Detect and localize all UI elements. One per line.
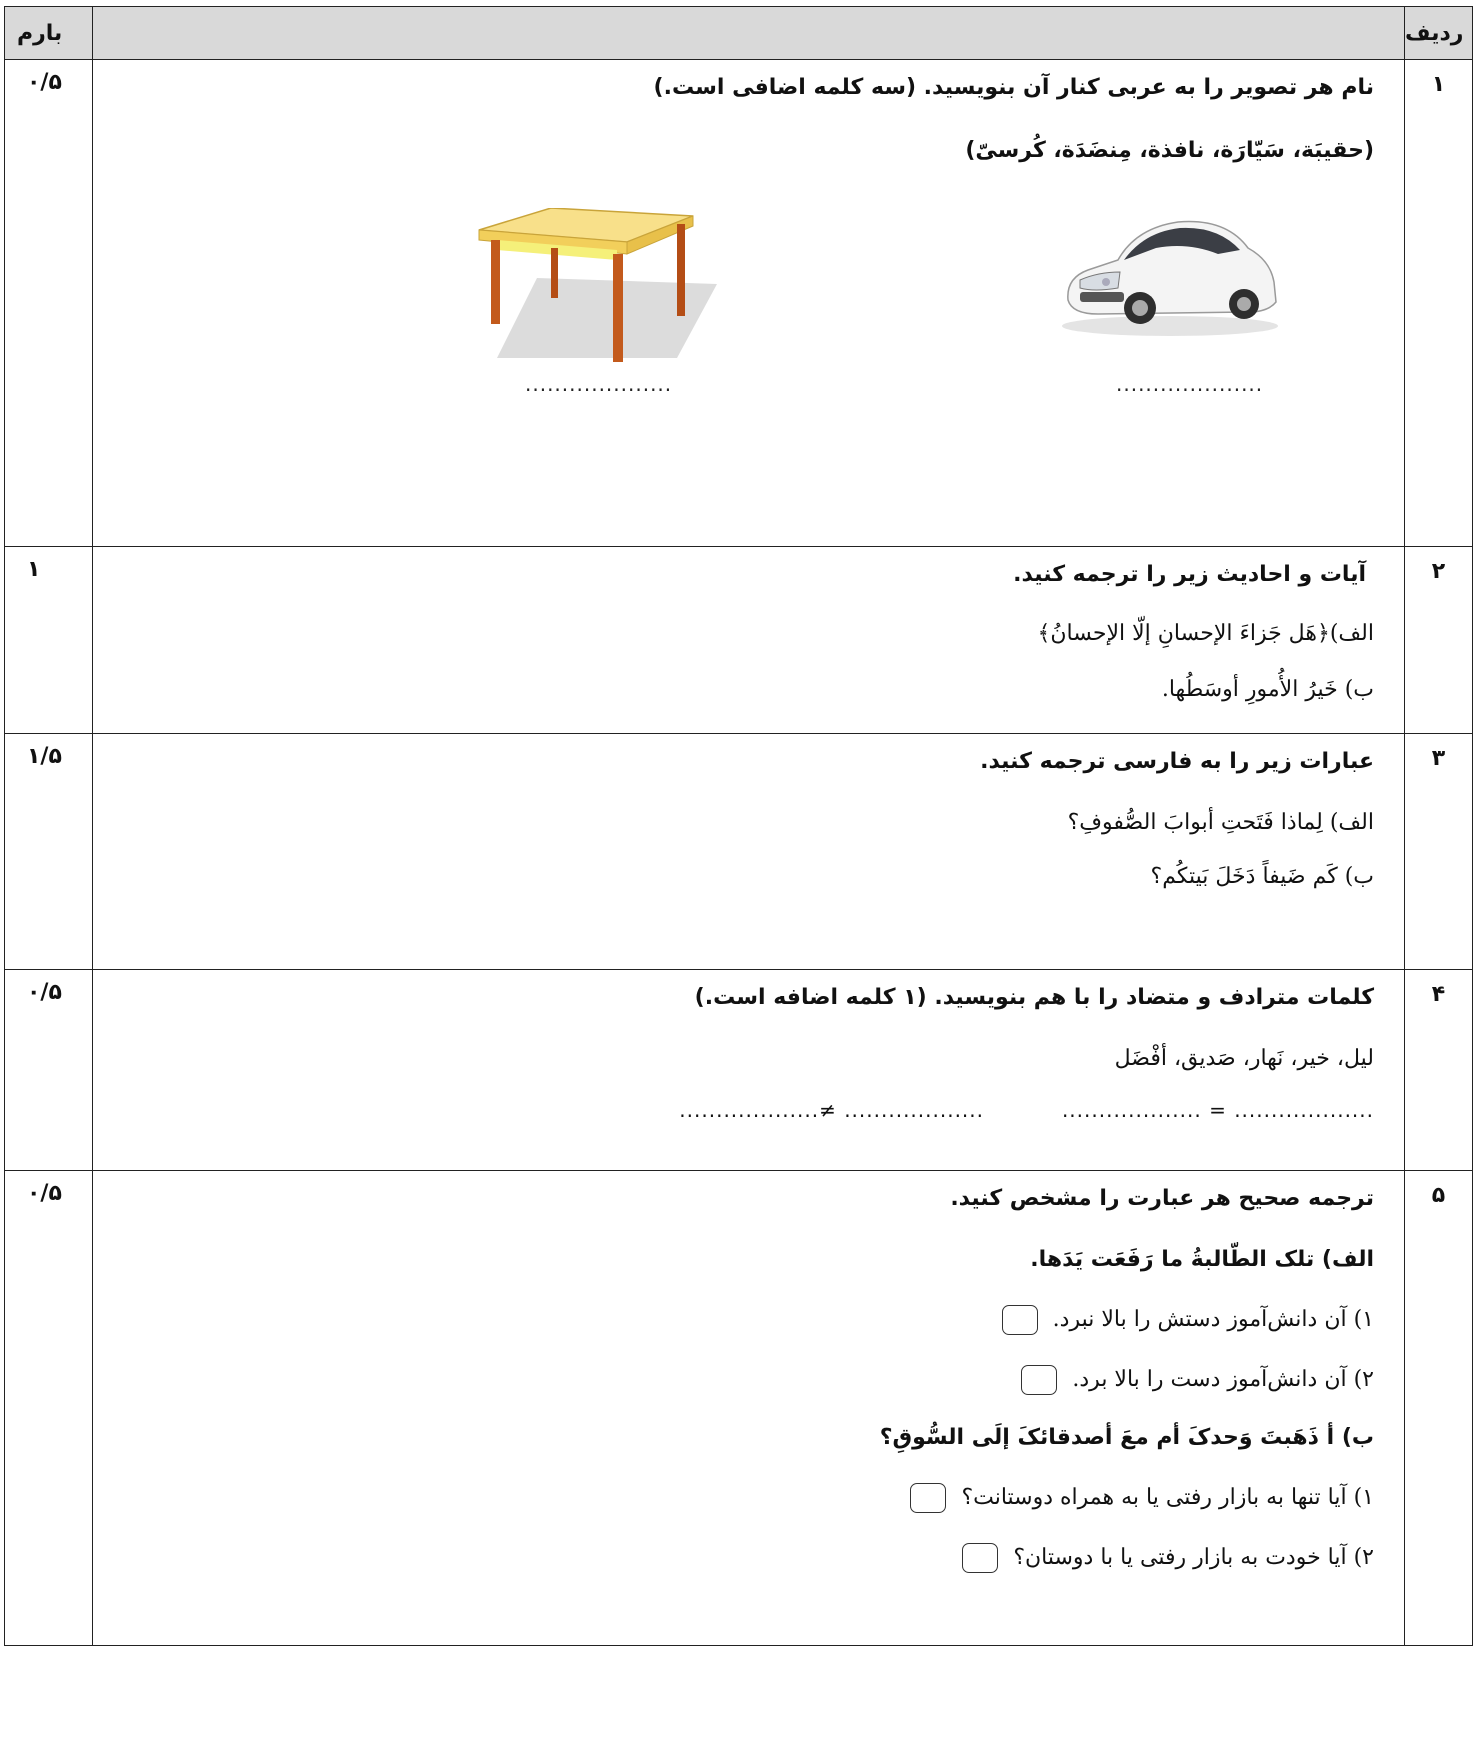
question-row-4 bbox=[5, 970, 1473, 1171]
question-title: عبارات زیر را به فارسی ترجمه کنید. bbox=[980, 749, 1374, 774]
table-image bbox=[477, 208, 727, 368]
header-blank bbox=[93, 7, 1405, 60]
table-answer-blank[interactable]: .................... bbox=[525, 372, 673, 396]
part-a-sentence: الف) تلک الطّالبةُ ما رَفَعَت یَدَها. bbox=[1030, 1247, 1374, 1272]
answer-lines bbox=[103, 1098, 1374, 1134]
question-content bbox=[93, 547, 1405, 734]
part-b-sentence: ب) أ ذَهَبتَ وَحدکَ أم معَ أصدقائکَ إلَی السُّوقِ؟ bbox=[879, 1425, 1374, 1450]
item-b: ب) خَیرُ الأُمورِ أوسَطُها. bbox=[1161, 677, 1374, 702]
score-cell: ۰/۵ bbox=[5, 970, 93, 1171]
option-a2-checkbox[interactable] bbox=[1021, 1365, 1057, 1395]
option-a1-text: ۱) آن دانش‌آموز دستش را بالا نبرد. bbox=[1052, 1307, 1374, 1332]
antonym-blank[interactable]: ...................≠ ................... bbox=[679, 1098, 984, 1122]
option-a1 bbox=[103, 1303, 1374, 1337]
question-title: ترجمه صحیح هر عبارت را مشخص کنید. bbox=[950, 1186, 1374, 1211]
score-cell: ۱ bbox=[5, 547, 93, 734]
exam-table bbox=[4, 6, 1473, 1646]
question-row-3 bbox=[5, 734, 1473, 970]
question-content bbox=[93, 734, 1405, 970]
table-icon bbox=[477, 208, 727, 364]
question-content bbox=[93, 60, 1405, 547]
item-b: ب) کَم ضَیفاً دَخَلَ بَیتکُم؟ bbox=[1150, 864, 1374, 889]
question-title: نام هر تصویر را به عربی کنار آن بنویسید. (سه کلمه اضافی است.) bbox=[653, 75, 1374, 100]
question-row-2 bbox=[5, 547, 1473, 734]
question-number: ۳ bbox=[1405, 734, 1473, 970]
question-number: ۱ bbox=[1405, 60, 1473, 547]
score-cell: ۰/۵ bbox=[5, 60, 93, 547]
option-b2-text: ۲) آیا خودت به بازار رفتی یا با دوستان؟ bbox=[1013, 1545, 1374, 1570]
question-content bbox=[93, 970, 1405, 1171]
item-a: الف) لِماذا فَتَحتِ أبوابَ الصُّفوفِ؟ bbox=[1067, 810, 1374, 835]
option-b1-checkbox[interactable] bbox=[910, 1483, 946, 1513]
car-image bbox=[1058, 208, 1283, 342]
question-title: آیات و احادیث زیر را ترجمه کنید. bbox=[1013, 562, 1366, 587]
car-icon bbox=[1058, 208, 1283, 338]
question-number: ۴ bbox=[1405, 970, 1473, 1171]
question-number: ۵ bbox=[1405, 1171, 1473, 1646]
synonym-blank[interactable]: ................... = ................... bbox=[1061, 1098, 1374, 1122]
question-title: کلمات مترادف و متضاد را با هم بنویسید. (۱ کلمه اضافه است.) bbox=[694, 985, 1374, 1010]
option-a2 bbox=[103, 1363, 1374, 1397]
header-row bbox=[5, 7, 1473, 60]
question-number: ۲ bbox=[1405, 547, 1473, 734]
word-list: لیل، خیر، نَهار، صَدیق، أفْضَل bbox=[1114, 1046, 1374, 1071]
score-cell: ۰/۵ bbox=[5, 1171, 93, 1646]
option-a1-checkbox[interactable] bbox=[1002, 1305, 1038, 1335]
option-a2-text: ۲) آن دانش‌آموز دست را بالا برد. bbox=[1072, 1367, 1374, 1392]
car-answer-blank[interactable]: .................... bbox=[1116, 372, 1264, 396]
question-row-5 bbox=[5, 1171, 1473, 1646]
header-radif: ردیف bbox=[1405, 7, 1473, 60]
word-bank: (حقیبَة، سَیّارَة، نافذة، مِنضَدَة، کُرسیّ) bbox=[965, 138, 1374, 163]
pictures-area bbox=[103, 168, 1374, 448]
option-b2 bbox=[103, 1541, 1374, 1575]
item-a: الف)﴿هَل جَزاءَ الإحسانِ إلّا الإحسانُ﴾ bbox=[1037, 621, 1374, 646]
option-b1-text: ۱) آیا تنها به بازار رفتی یا به همراه دوستانت؟ bbox=[961, 1485, 1374, 1510]
question-content bbox=[93, 1171, 1405, 1646]
header-barem: بارم bbox=[5, 7, 93, 60]
question-row-1 bbox=[5, 60, 1473, 547]
option-b1 bbox=[103, 1481, 1374, 1515]
option-b2-checkbox[interactable] bbox=[962, 1543, 998, 1573]
score-cell: ۱/۵ bbox=[5, 734, 93, 970]
